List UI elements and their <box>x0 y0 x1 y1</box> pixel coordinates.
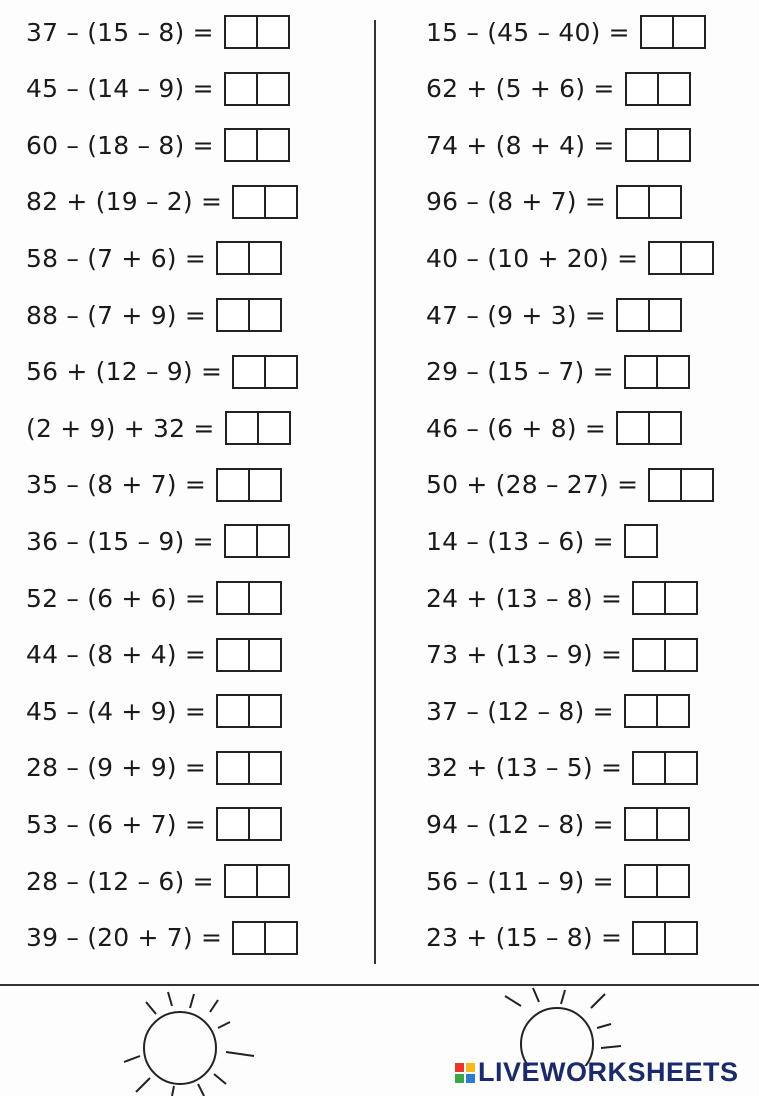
answer-ones-input[interactable] <box>248 809 280 839</box>
equation-text: 35 – (8 + 7) = <box>26 470 207 500</box>
answer-box <box>216 638 282 672</box>
answer-ones-input[interactable] <box>656 866 688 896</box>
answer-tens-input[interactable] <box>626 357 656 387</box>
answer-tens-input[interactable] <box>218 243 248 273</box>
answer-box <box>648 241 714 275</box>
equation-row <box>26 125 290 165</box>
answer-digit-input[interactable] <box>626 526 656 556</box>
equation-text: 94 – (12 – 8) = <box>426 809 614 839</box>
equation-text: 40 – (10 + 20) = <box>426 243 639 273</box>
answer-box <box>625 72 691 106</box>
answer-ones-input[interactable] <box>664 753 696 783</box>
answer-box <box>616 185 682 219</box>
equation-row <box>26 635 282 675</box>
answer-ones-input[interactable] <box>256 526 288 556</box>
answer-tens-input[interactable] <box>634 640 664 670</box>
answer-ones-input[interactable] <box>664 583 696 613</box>
answer-ones-input[interactable] <box>656 696 688 726</box>
answer-box <box>216 807 282 841</box>
equation-row <box>426 69 691 109</box>
equation-row <box>426 918 698 958</box>
equation-row <box>26 12 290 52</box>
equation-text: 44 – (8 + 4) = <box>26 640 207 670</box>
equation-row <box>426 125 691 165</box>
answer-box <box>632 638 698 672</box>
answer-tens-input[interactable] <box>634 583 664 613</box>
logo-mark <box>455 1063 475 1083</box>
equation-row <box>26 804 282 844</box>
answer-tens-input[interactable] <box>634 923 664 953</box>
equation-text: 37 – (15 – 8) = <box>26 17 214 47</box>
answer-box <box>224 524 290 558</box>
equation-text: (2 + 9) + 32 = <box>26 413 215 443</box>
equation-row <box>426 465 714 505</box>
column-divider <box>374 20 376 964</box>
equation-text: 39 – (20 + 7) = <box>26 923 223 953</box>
equation-text: 45 – (4 + 9) = <box>26 696 207 726</box>
answer-ones-input[interactable] <box>248 583 280 613</box>
equation-text: 28 – (12 – 6) = <box>26 866 214 896</box>
equation-text: 15 – (45 – 40) = <box>426 17 630 47</box>
equation-text: 37 – (12 – 8) = <box>426 696 614 726</box>
answer-box <box>624 355 690 389</box>
answer-tens-input[interactable] <box>218 809 248 839</box>
answer-tens-input[interactable] <box>634 753 664 783</box>
equation-text: 73 + (13 – 9) = <box>426 640 623 670</box>
answer-ones-input[interactable] <box>248 243 280 273</box>
answer-ones-input[interactable] <box>672 17 704 47</box>
equation-text: 58 – (7 + 6) = <box>26 243 207 273</box>
answer-ones-input[interactable] <box>680 243 712 273</box>
answer-tens-input[interactable] <box>226 17 256 47</box>
equation-text: 23 + (15 – 8) = <box>426 923 623 953</box>
equation-text: 24 + (13 – 8) = <box>426 583 623 613</box>
answer-box <box>624 807 690 841</box>
answer-tens-input[interactable] <box>218 696 248 726</box>
answer-ones-input[interactable] <box>264 357 296 387</box>
equation-text: 60 – (18 – 8) = <box>26 130 214 160</box>
answer-tens-input[interactable] <box>227 413 257 443</box>
answer-ones-input[interactable] <box>256 74 288 104</box>
answer-tens-input[interactable] <box>218 640 248 670</box>
liveworksheets-logo <box>455 1057 739 1088</box>
answer-tens-input[interactable] <box>218 583 248 613</box>
answer-box <box>216 468 282 502</box>
answer-box <box>632 751 698 785</box>
answer-tens-input[interactable] <box>226 130 256 160</box>
answer-box <box>224 128 290 162</box>
equation-row <box>426 238 714 278</box>
equation-row <box>26 748 282 788</box>
answer-box <box>232 921 298 955</box>
answer-box <box>625 128 691 162</box>
answer-ones-input[interactable] <box>264 187 296 217</box>
answer-tens-input[interactable] <box>650 243 680 273</box>
equation-row <box>426 521 658 561</box>
answer-box <box>232 355 298 389</box>
equation-text: 53 – (6 + 7) = <box>26 809 207 839</box>
answer-ones-input[interactable] <box>648 413 680 443</box>
equation-row <box>426 12 706 52</box>
answer-tens-input[interactable] <box>218 753 248 783</box>
equation-row <box>26 861 290 901</box>
equation-row <box>426 352 690 392</box>
equation-row <box>26 691 282 731</box>
sun-icon <box>118 988 268 1096</box>
equation-text: 96 – (8 + 7) = <box>426 187 607 217</box>
equation-row <box>426 804 690 844</box>
answer-tens-input[interactable] <box>218 470 248 500</box>
answer-ones-input[interactable] <box>256 17 288 47</box>
equation-row <box>26 918 298 958</box>
equation-text: 29 – (15 – 7) = <box>426 357 614 387</box>
equation-row <box>26 521 290 561</box>
equation-text: 52 – (6 + 6) = <box>26 583 207 613</box>
answer-tens-input[interactable] <box>618 187 648 217</box>
equation-text: 88 – (7 + 9) = <box>26 300 207 330</box>
equation-text: 56 + (12 – 9) = <box>26 357 223 387</box>
answer-ones-input[interactable] <box>656 357 688 387</box>
answer-ones-input[interactable] <box>248 753 280 783</box>
answer-tens-input[interactable] <box>226 866 256 896</box>
answer-box <box>225 411 291 445</box>
answer-box <box>224 864 290 898</box>
equation-text: 14 – (13 – 6) = <box>426 526 614 556</box>
answer-box <box>632 921 698 955</box>
answer-box <box>216 581 282 615</box>
answer-tens-input[interactable] <box>627 130 657 160</box>
answer-tens-input[interactable] <box>618 413 648 443</box>
answer-box <box>216 751 282 785</box>
equation-text: 36 – (15 – 9) = <box>26 526 214 556</box>
equation-text: 74 + (8 + 4) = <box>426 130 615 160</box>
sun-icon <box>495 986 645 1066</box>
answer-ones-input[interactable] <box>256 866 288 896</box>
answer-box <box>624 864 690 898</box>
answer-ones-input[interactable] <box>656 809 688 839</box>
answer-ones-input[interactable] <box>248 470 280 500</box>
answer-tens-input[interactable] <box>234 187 264 217</box>
answer-ones-input[interactable] <box>664 640 696 670</box>
equation-row <box>426 295 682 335</box>
answer-tens-input[interactable] <box>642 17 672 47</box>
answer-box <box>624 694 690 728</box>
answer-tens-input[interactable] <box>226 526 256 556</box>
answer-tens-input[interactable] <box>618 300 648 330</box>
equation-text: 82 + (19 – 2) = <box>26 187 223 217</box>
answer-tens-input[interactable] <box>234 357 264 387</box>
answer-tens-input[interactable] <box>626 866 656 896</box>
equation-text: 50 + (28 – 27) = <box>426 470 639 500</box>
equation-row <box>426 861 690 901</box>
answer-ones-input[interactable] <box>257 413 289 443</box>
equation-text: 56 – (11 – 9) = <box>426 866 614 896</box>
equation-row <box>426 408 682 448</box>
answer-ones-input[interactable] <box>680 470 712 500</box>
answer-box <box>232 185 298 219</box>
answer-ones-input[interactable] <box>248 640 280 670</box>
answer-tens-input[interactable] <box>226 74 256 104</box>
equation-row <box>26 69 290 109</box>
logo-text: LIVEWORKSHEETS <box>478 1057 739 1087</box>
answer-box <box>216 694 282 728</box>
answer-box <box>216 298 282 332</box>
answer-ones-input[interactable] <box>256 130 288 160</box>
answer-box <box>640 15 706 49</box>
equation-row <box>426 578 698 618</box>
equation-row <box>26 352 298 392</box>
footer-rule <box>0 984 759 986</box>
answer-tens-input[interactable] <box>234 923 264 953</box>
equation-row <box>26 408 291 448</box>
answer-tens-input[interactable] <box>218 300 248 330</box>
answer-box <box>616 298 682 332</box>
answer-box <box>616 411 682 445</box>
equation-text: 45 – (14 – 9) = <box>26 74 214 104</box>
equation-text: 47 – (9 + 3) = <box>426 300 607 330</box>
answer-tens-input[interactable] <box>626 809 656 839</box>
equation-row <box>426 635 698 675</box>
answer-tens-input[interactable] <box>650 470 680 500</box>
answer-tens-input[interactable] <box>626 696 656 726</box>
answer-ones-input[interactable] <box>648 300 680 330</box>
answer-box <box>224 15 290 49</box>
answer-ones-input[interactable] <box>264 923 296 953</box>
equation-text: 32 + (13 – 5) = <box>426 753 623 783</box>
answer-ones-input[interactable] <box>248 300 280 330</box>
answer-ones-input[interactable] <box>657 74 689 104</box>
equation-row <box>426 748 698 788</box>
equation-row <box>26 465 282 505</box>
equation-row <box>26 238 282 278</box>
answer-ones-input[interactable] <box>648 187 680 217</box>
answer-ones-input[interactable] <box>664 923 696 953</box>
equation-row <box>26 295 282 335</box>
equation-row <box>426 182 682 222</box>
answer-box <box>624 524 658 558</box>
answer-box <box>224 72 290 106</box>
equation-row <box>426 691 690 731</box>
answer-ones-input[interactable] <box>657 130 689 160</box>
equation-text: 62 + (5 + 6) = <box>426 74 615 104</box>
answer-ones-input[interactable] <box>248 696 280 726</box>
answer-box <box>648 468 714 502</box>
equation-row <box>26 182 298 222</box>
equation-text: 28 – (9 + 9) = <box>26 753 207 783</box>
equation-text: 46 – (6 + 8) = <box>426 413 607 443</box>
answer-box <box>632 581 698 615</box>
equation-row <box>26 578 282 618</box>
answer-box <box>216 241 282 275</box>
answer-tens-input[interactable] <box>627 74 657 104</box>
